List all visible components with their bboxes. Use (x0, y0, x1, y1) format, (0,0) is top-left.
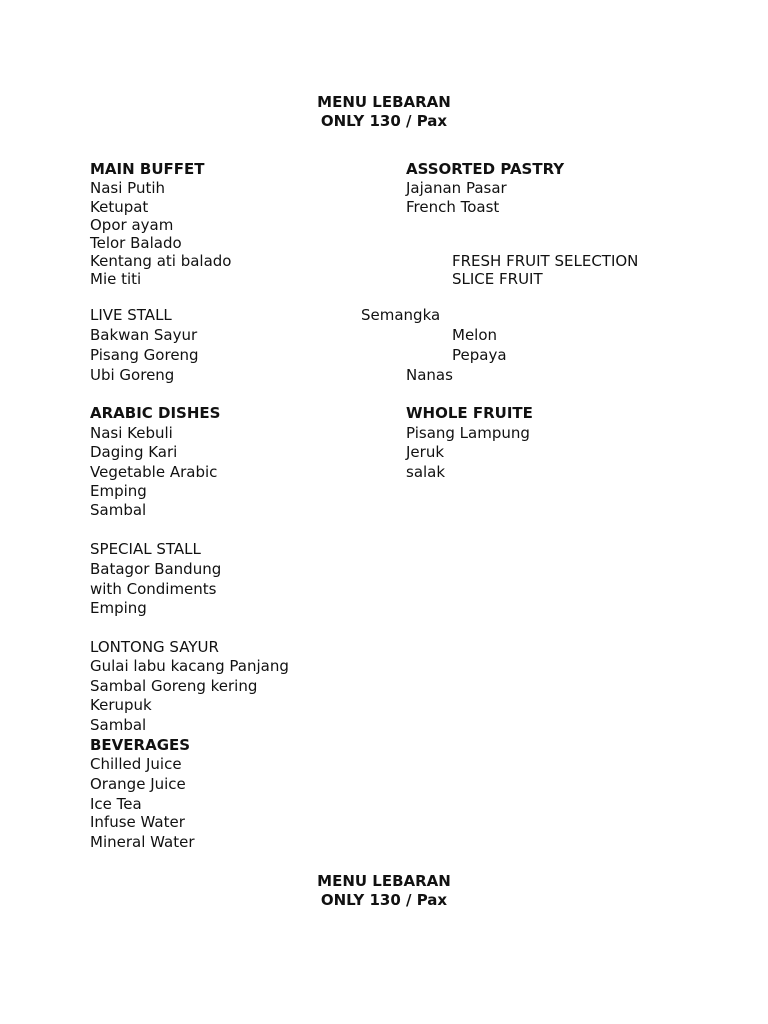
list-item: Semangka (361, 306, 441, 324)
live-stall-heading: LIVE STALL (90, 306, 172, 324)
menu-title: MENU LEBARAN (317, 93, 451, 111)
list-item: Ketupat (90, 198, 149, 216)
beverages-heading: BEVERAGES (90, 736, 191, 754)
list-item: Sambal Goreng kering (90, 677, 258, 695)
list-item: Batagor Bandung (90, 560, 222, 578)
main-buffet-heading: MAIN BUFFET (90, 160, 205, 178)
list-item: Jeruk (406, 443, 445, 461)
list-item: Nasi Putih (90, 179, 166, 197)
list-item: Infuse Water (90, 813, 185, 831)
list-item: Chilled Juice (90, 755, 182, 773)
list-item: Gulai labu kacang Panjang (90, 657, 289, 675)
assorted-pastry-heading: ASSORTED PASTRY (406, 160, 565, 178)
list-item: Nanas (406, 366, 453, 384)
list-item: Vegetable Arabic (90, 463, 218, 481)
list-item: Mineral Water (90, 833, 195, 851)
footer-price: ONLY 130 / Pax (320, 891, 448, 909)
list-item: Sambal (90, 501, 147, 519)
list-item: Emping (90, 482, 147, 500)
list-item: Pepaya (452, 346, 507, 364)
list-item: with Condiments (90, 580, 217, 598)
list-item: Jajanan Pasar (406, 179, 507, 197)
whole-fruit-heading: WHOLE FRUITE (406, 404, 533, 422)
list-item: Telor Balado (90, 234, 182, 252)
slice-fruit-subheading: SLICE FRUIT (452, 270, 543, 288)
list-item: French Toast (406, 198, 500, 216)
footer-title: MENU LEBARAN (317, 872, 451, 890)
special-stall-heading: SPECIAL STALL (90, 540, 201, 558)
list-item: Pisang Lampung (406, 424, 530, 442)
menu-price: ONLY 130 / Pax (320, 112, 448, 130)
list-item: Bakwan Sayur (90, 326, 198, 344)
list-item: Opor ayam (90, 216, 174, 234)
list-item: Ubi Goreng (90, 366, 175, 384)
list-item: Kentang ati balado (90, 252, 232, 270)
list-item: Nasi Kebuli (90, 424, 173, 442)
fresh-fruit-heading: FRESH FRUIT SELECTION (452, 252, 639, 270)
list-item: Kerupuk (90, 696, 152, 714)
list-item: Pisang Goreng (90, 346, 199, 364)
list-item: Emping (90, 599, 147, 617)
list-item: Daging Kari (90, 443, 178, 461)
list-item: Orange Juice (90, 775, 186, 793)
lontong-sayur-heading: LONTONG SAYUR (90, 638, 219, 656)
arabic-dishes-heading: ARABIC DISHES (90, 404, 221, 422)
list-item: Sambal (90, 716, 147, 734)
list-item: Ice Tea (90, 795, 142, 813)
list-item: salak (406, 463, 446, 481)
list-item: Mie titi (90, 270, 142, 288)
list-item: Melon (452, 326, 498, 344)
